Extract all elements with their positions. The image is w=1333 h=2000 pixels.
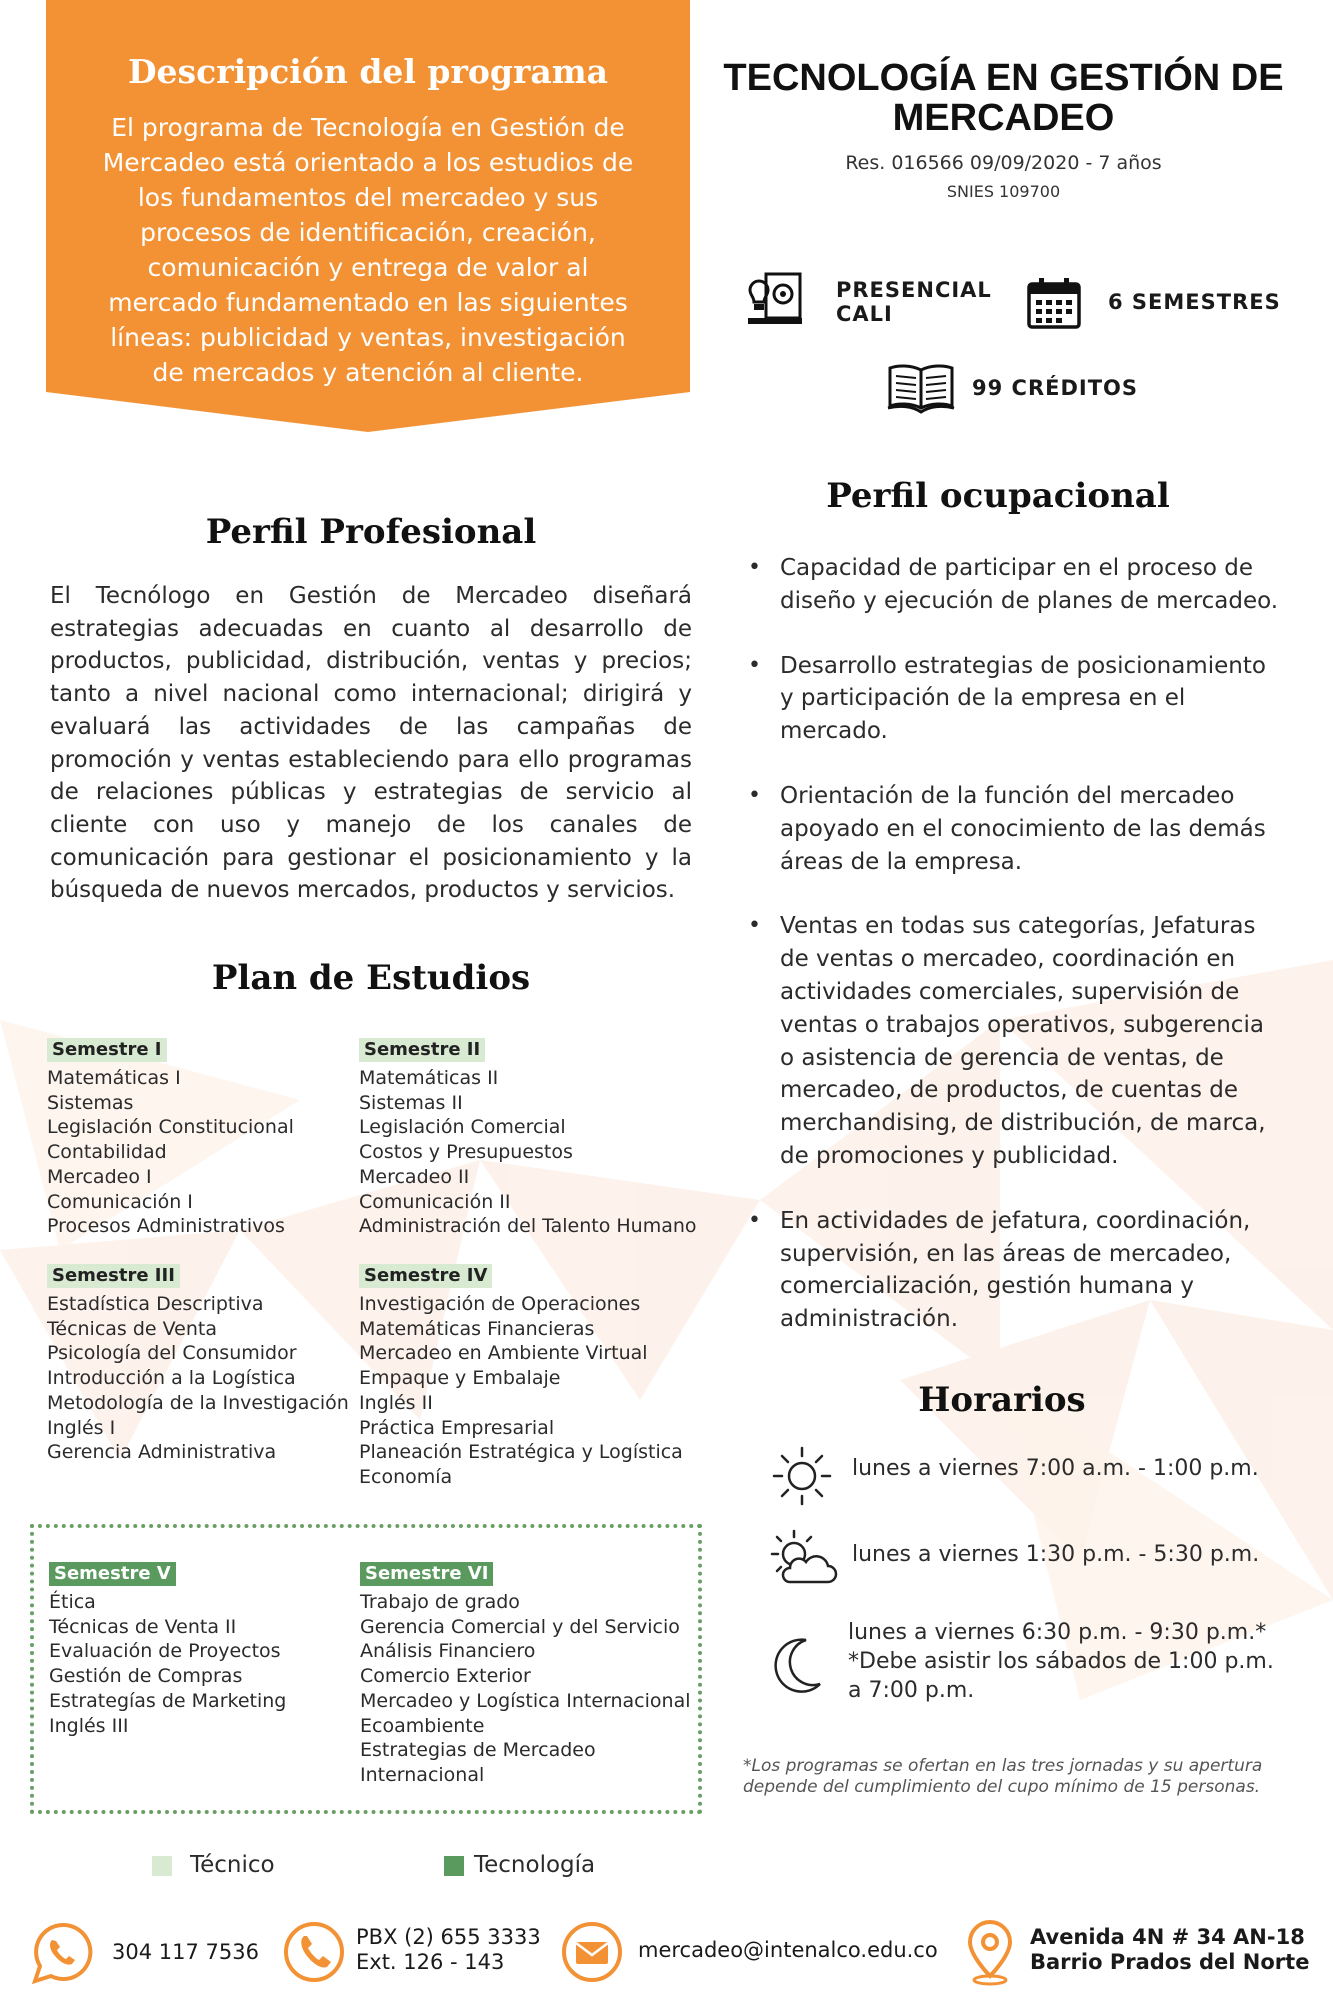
semester-title: Semestre I [47, 1038, 167, 1062]
list-item: • Ventas en todas sus categorías, Jefaturas de ventas o mercadeo, coordinación en actividades comerciales, supervisión de ventas o trabajos operativos, subgerencia o asistencia de gerencia de ventas, de mercadeo, de productos, de cuentas de merchandising, de distribución, de marca, de promociones y publicidad. [742, 910, 1282, 1172]
program-title [720, 58, 1287, 138]
semester-title: Semestre V [49, 1562, 176, 1586]
schedule-night-line3: a 7:00 p.m. [848, 1678, 975, 1703]
course-item: Ecoambiente [360, 1714, 485, 1737]
course-list [360, 1590, 700, 1788]
perfil-ocupacional-list [742, 552, 1282, 1368]
list-item: • Desarrollo estrategias de posicionamiento y participación de la empresa en el mercado. [742, 650, 1282, 748]
course-item: Estadística Descriptiva [47, 1293, 264, 1315]
list-item: • Orientación de la función del mercadeo apoyado en el conocimiento de las demás áreas de la empresa. [742, 780, 1282, 878]
course-item: Economía [359, 1465, 453, 1488]
program-snies: SNIES 109700 [946, 182, 1061, 201]
course-item: Análisis Financiero [360, 1640, 536, 1663]
email-address[interactable]: mercadeo@intenalco.edu.co [638, 1938, 938, 1962]
credits-label: 99 CRÉDITOS [972, 376, 1139, 400]
modality-label [836, 278, 992, 326]
legend-tecnico-label: Técnico [190, 1852, 275, 1878]
schedule-afternoon: lunes a viernes 1:30 p.m. - 5:30 p.m. [852, 1542, 1260, 1567]
course-item: Internacional [360, 1763, 485, 1786]
course-item: Gerencia Administrativa [47, 1441, 277, 1464]
banner-text: El programa de Tecnología en Gestión de Mercadeo está orientado a los estudios de los fundamentos del mercadeo y sus procesos de identificación, creación, comunicación y entrega de valor al mercado fundamentado en las siguientes líneas: publicidad y ventas, investigación de mercados y atención al cliente. [102, 113, 634, 387]
course-item: Gestión de Compras [49, 1665, 243, 1688]
bullet: • [748, 782, 761, 808]
program-title-line1: TECNOLOGÍA EN GESTIÓN DE [723, 57, 1284, 99]
moon-icon [770, 1634, 824, 1694]
course-item: Matemáticas Financieras [359, 1317, 595, 1340]
course-item: Legislación Comercial [359, 1116, 566, 1139]
course-item: Matemáticas II [359, 1067, 499, 1089]
course-item: Estrategias de Mercadeo [360, 1739, 596, 1762]
course-item: Psicología del Consumidor [47, 1342, 297, 1365]
course-item: Costos y Presupuestos [359, 1141, 573, 1164]
course-item: Práctica Empresarial [359, 1416, 555, 1439]
course-list [47, 1066, 377, 1239]
whatsapp-number: 304 117 7536 [112, 1940, 259, 1964]
phone-icon [282, 1920, 346, 1984]
schedule-night [848, 1618, 1274, 1705]
semester-title: Semestre III [47, 1264, 180, 1288]
semester-2-block [359, 1038, 697, 1239]
program-title-line2: MERCADEO [892, 97, 1115, 139]
classroom-icon [746, 270, 804, 328]
course-item: Comercio Exterior [360, 1665, 531, 1688]
perfil-profesional-heading: Perfil Profesional [205, 512, 537, 552]
modality-line2: CALI [836, 302, 893, 326]
program-description-banner [46, 0, 690, 432]
course-list [359, 1292, 689, 1490]
course-item: Metodología de la Investigación [47, 1391, 349, 1414]
perfil-ocupacional-heading: Perfil ocupacional [826, 476, 1170, 516]
address-line1: Avenida 4N # 34 AN-18 [1030, 1925, 1305, 1949]
course-item: Administración del Talento Humano [359, 1215, 697, 1238]
course-item: Matemáticas I [47, 1067, 181, 1089]
legend-tecnologia-swatch [444, 1856, 464, 1876]
schedule-night-line2: *Debe asistir los sábados de 1:00 p.m. [848, 1649, 1274, 1674]
legend-tecnico-swatch [152, 1856, 172, 1876]
pbx-info [356, 1925, 541, 1975]
course-item: Sistemas [47, 1091, 134, 1114]
course-item: Técnicas de Venta [47, 1317, 217, 1340]
bullet: • [748, 652, 761, 678]
course-item: Comunicación II [359, 1190, 511, 1213]
course-item: Mercadeo en Ambiente Virtual [359, 1342, 648, 1365]
course-item: Legislación Constitucional [47, 1116, 294, 1139]
semester-title: Semestre IV [359, 1264, 492, 1288]
course-item: Sistemas II [359, 1091, 463, 1114]
banner-title: Descripción del programa [127, 52, 609, 91]
course-item: Evaluación de Proyectos [49, 1640, 281, 1663]
semester-1-block [47, 1038, 377, 1239]
bullet: • [748, 555, 761, 580]
course-item: Trabajo de grado [360, 1591, 520, 1613]
course-item: Contabilidad [47, 1141, 167, 1164]
schedule-note: *Los programas se ofertan en las tres jornadas y su apertura depende del cumplimiento del cupo mínimo de 15 personas. [743, 1756, 1263, 1797]
semester-3-block [47, 1264, 377, 1465]
course-list [49, 1590, 379, 1738]
modality-line1: PRESENCIAL [836, 278, 992, 302]
horarios-heading: Horarios [918, 1380, 1086, 1420]
sun-icon [770, 1444, 834, 1508]
address [1030, 1925, 1309, 1975]
course-item: Gerencia Comercial y del Servicio [360, 1615, 680, 1638]
schedule-morning: lunes a viernes 7:00 a.m. - 1:00 p.m. [852, 1456, 1259, 1481]
list-item: • En actividades de jefatura, coordinación, supervisión, en las áreas de mercadeo, comercialización, gestión humana y administración. [742, 1205, 1282, 1336]
open-book-icon [886, 362, 956, 414]
course-item: Inglés II [359, 1391, 433, 1414]
course-item: Comunicación I [47, 1190, 193, 1213]
course-item: Ética [49, 1591, 96, 1613]
calendar-icon [1026, 276, 1082, 330]
course-item: Empaque y Embalaje [359, 1367, 561, 1390]
address-line2: Barrio Prados del Norte [1030, 1950, 1310, 1974]
bullet: • [748, 1207, 761, 1233]
course-list [359, 1066, 697, 1239]
course-item: Mercadeo II [359, 1165, 470, 1188]
course-item: Mercadeo I [47, 1165, 152, 1188]
whatsapp-icon [30, 1920, 96, 1986]
semester-title: Semestre VI [360, 1562, 493, 1586]
course-item: Técnicas de Venta II [49, 1615, 237, 1638]
schedule-night-line1: lunes a viernes 6:30 p.m. - 9:30 p.m.* [848, 1620, 1267, 1645]
pbx-line2: Ext. 126 - 143 [356, 1950, 505, 1974]
list-item: • Capacidad de participar en el proceso de diseño y ejecución de planes de mercadeo. [742, 552, 1282, 618]
plan-estudios-heading: Plan de Estudios [211, 958, 531, 998]
program-resolution: Res. 016566 09/09/2020 - 7 años [845, 152, 1162, 174]
course-item: Planeación Estratégica y Logística [359, 1441, 683, 1464]
semester-5-block [49, 1562, 379, 1738]
course-item: Investigación de Operaciones [359, 1293, 641, 1315]
course-item: Procesos Administrativos [47, 1215, 285, 1238]
course-item: Introducción a la Logística [47, 1367, 296, 1390]
course-list [47, 1292, 377, 1465]
course-item: Mercadeo y Logística Internacional [360, 1689, 691, 1712]
perfil-profesional-text: El Tecnólogo en Gestión de Mercadeo diseñará estrategias adecuadas en cuanto al desarrollo de productos, publicidad, distribución, ventas y precios; tanto a nivel nacional como internacional; dirigirá y evaluará las actividades de las campañas de promoción y ventas estableciendo para ello programas de relaciones públicas y estrategias de servicio al cliente con uso y manejo de los canales de comunicación para gestionar el posicionamiento y la búsqueda de nuevos mercados, productos y servicios. [50, 583, 692, 904]
semesters-label: 6 SEMESTRES [1108, 290, 1281, 314]
email-icon [560, 1920, 624, 1984]
semester-4-block [359, 1264, 689, 1490]
course-item: Inglés I [47, 1416, 116, 1439]
course-item: Estrategías de Marketing [49, 1689, 287, 1712]
semester-title: Semestre II [359, 1038, 485, 1062]
bullet: • [748, 913, 761, 939]
semester-6-block [360, 1562, 700, 1788]
legend-tecnologia-label: Tecnología [474, 1852, 596, 1878]
location-pin-icon [962, 1918, 1018, 1986]
sun-cloud-icon [764, 1528, 838, 1590]
course-item: Inglés III [49, 1714, 129, 1737]
pbx-line1: PBX (2) 655 3333 [356, 1925, 541, 1949]
